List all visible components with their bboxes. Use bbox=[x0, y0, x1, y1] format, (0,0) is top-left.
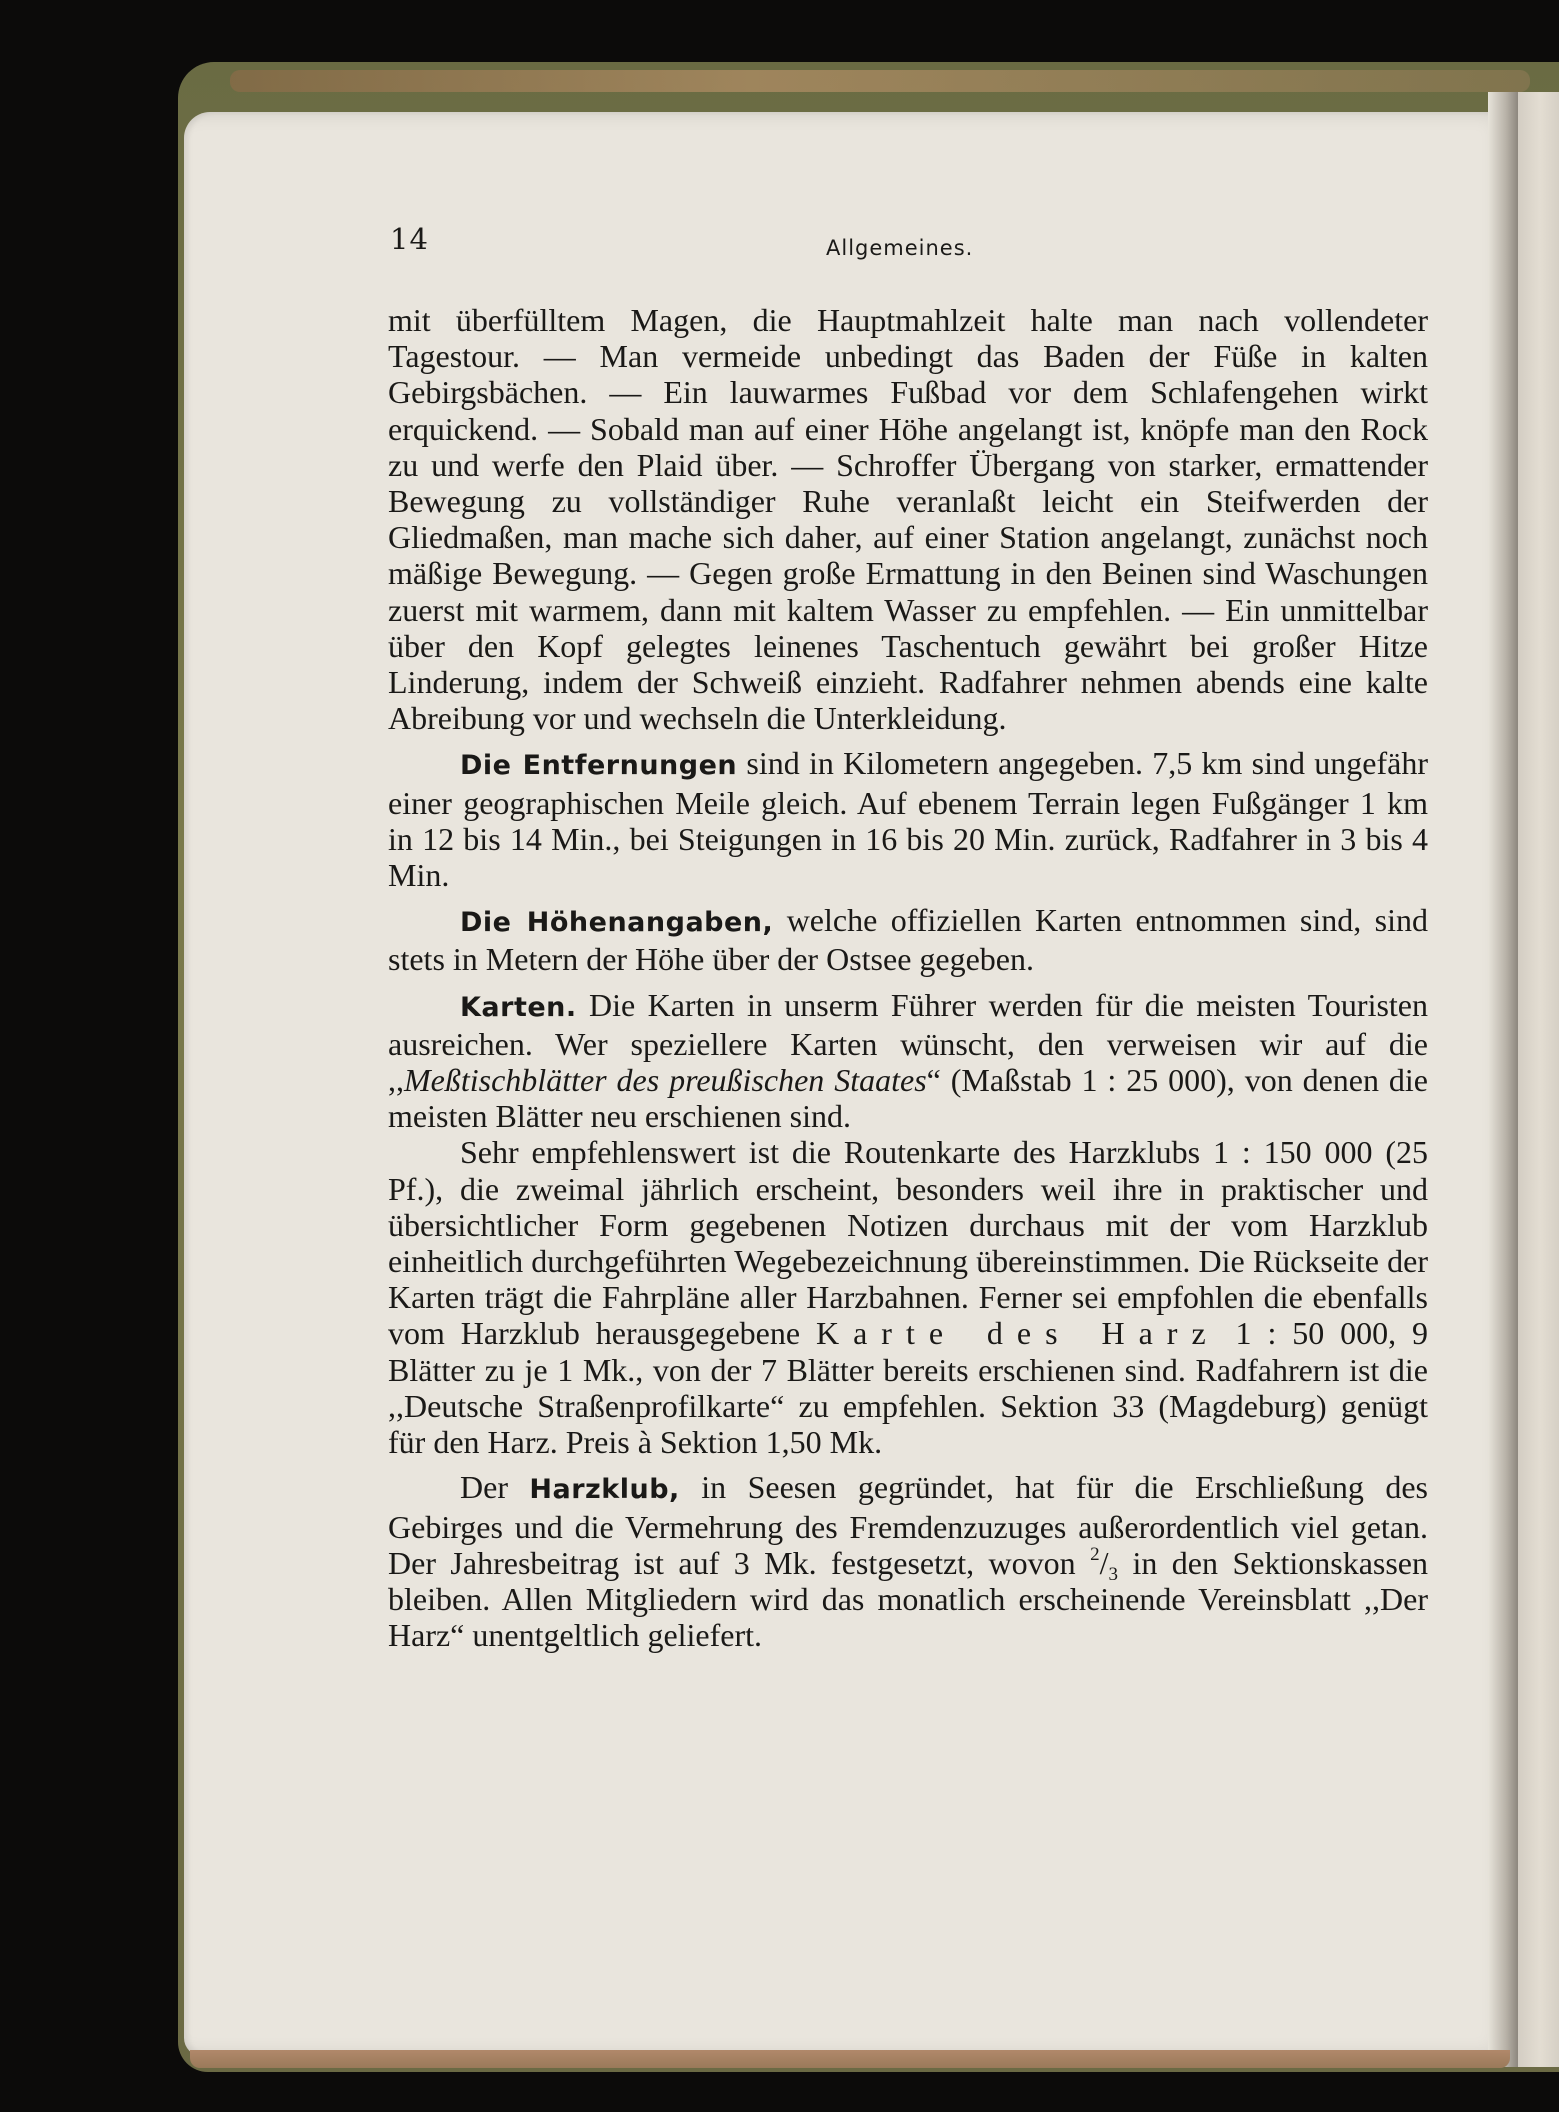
paragraph-text: in Seesen gegründet, hat für die Erschließung des Gebirges und die Vermehrung des Fremdenzuzuges außerordentlich viel getan. Der Jahresbeitrag ist auf 3 Mk. festgesetzt, wovon bbox=[388, 1469, 1429, 1581]
page-body bbox=[388, 302, 1428, 1653]
paragraph-maps bbox=[388, 987, 1428, 1135]
running-head: Allgemeines. bbox=[826, 236, 974, 260]
book-gutter bbox=[1488, 92, 1518, 2067]
italic-title: Meßtischblätter des preußischen Staates bbox=[404, 1062, 927, 1099]
page-header bbox=[390, 222, 1460, 262]
book-cover-top-edge bbox=[230, 70, 1530, 92]
fraction-numerator: 2 bbox=[1090, 1543, 1100, 1565]
paragraph-text: Der bbox=[460, 1469, 530, 1506]
paragraph-text: “ (Maßstab 1 : 25 000), von denen die meisten Blätter neu erschienen sind. bbox=[388, 1062, 1429, 1135]
paragraph-text: mit überfülltem Magen, die Hauptmahlzeit halte man nach vollendeter Tagestour. — Man vermeide unbedingt das Baden der Füße in kalten Gebirgsbächen. — Ein lauwarmes Fußbad vor dem Schlafengehen wirkt erquickend. — Sobald man auf einer Höhe angelangt ist, knöpfe man den Rock zu und werfe den Plaid über. — Schroffer Übergang von starker, ermattender Bewegung zu vollständiger Ruhe veranlaßt leicht ein Steifwerden der Gliedmaßen, man mache sich daher, auf einer Station angelangt, zunächst noch mäßige Bewegung. — Gegen große Ermattung in den Beinen sind Waschungen zuerst mit warmem, dann mit kaltem Wasser zu empfehlen. — Ein unmittelbar über den Kopf gelegtes leinenes Taschentuch gewährt bei großer Hitze Linderung, indem der Schweiß einzieht. Radfahrer nehmen abends eine kalte Abreibung vor und wechseln die Unterkleidung. bbox=[388, 302, 1428, 737]
section-lead-heights: Die Höhenangaben, bbox=[460, 907, 774, 939]
facing-page-strip bbox=[1512, 92, 1559, 2067]
fraction-slash: / bbox=[1099, 1544, 1109, 1581]
paragraph-text: 1 : 50 000, 9 Blätter zu je 1 Mk., von der 7 Blätter bereits erschienen sind. Radfahrern ist die ,,Deutsche Straßenprofilkarte“ zu empfehlen. Sektion 33 (Magdeburg) genügt für den Harz. Preis à Sektion 1,50 Mk. bbox=[388, 1315, 1429, 1461]
section-lead-distances: Die Entfernungen bbox=[460, 750, 738, 782]
paragraph-text: Sehr empfehlenswert ist die Routenkarte des Harzklubs 1 : 150 000 (25 Pf.), die zweimal jährlich erscheint, besonders weil ihre in praktischer und übersichtlicher Form gegebenen Notizen durchaus mit der vom Harzklub einheitlich durchgeführten Wegebezeichnung übereinstimmen. Die Rückseite der Karten trägt die Fahrpläne aller Harzbahnen. Ferner sei empfohlen die ebenfalls vom Harzklub herausgegebene bbox=[388, 1134, 1428, 1352]
fraction bbox=[1090, 1543, 1118, 1585]
fraction-denominator: 3 bbox=[1108, 1563, 1118, 1585]
paragraph-text: sind in Kilometern angegeben. 7,5 km sind ungefähr einer geographischen Meile gleich. Auf ebenem Terrain legen Fußgänger 1 km in 12 bis 14 Min., bei Steigungen in 16 bis 20 Min. zurück, Radfahrer in 3 bis 4 Min. bbox=[388, 745, 1428, 894]
paragraph-text: in den Sektionskassen bleiben. Allen Mitgliedern wird das monatlich erscheinende Vereinsblatt ,,Der Harz“ unentgeltlich geliefert. bbox=[388, 1544, 1428, 1654]
paragraph-route-map bbox=[388, 1134, 1428, 1460]
section-lead-maps: Karten. bbox=[460, 991, 577, 1023]
page-bottom-edge bbox=[190, 2050, 1510, 2068]
paragraph-hygiene bbox=[388, 302, 1428, 736]
section-lead-harzklub: Harzklub, bbox=[529, 1474, 680, 1506]
page-number: 14 bbox=[390, 222, 429, 256]
paragraph-heights bbox=[388, 902, 1428, 977]
paragraph-distances bbox=[388, 745, 1428, 893]
paragraph-harzklub bbox=[388, 1469, 1428, 1653]
spaced-title: Karte des Harz bbox=[815, 1315, 1220, 1352]
paragraph-text: Die Karten in unserm Führer werden für die meisten Touristen ausreichen. Wer speziellere Karten wünscht, den verweisen wir auf die ,, bbox=[388, 986, 1428, 1099]
paragraph-text: welche offiziellen Karten entnommen sind, sind stets in Metern der Höhe über der Ostsee gegeben. bbox=[388, 902, 1429, 978]
